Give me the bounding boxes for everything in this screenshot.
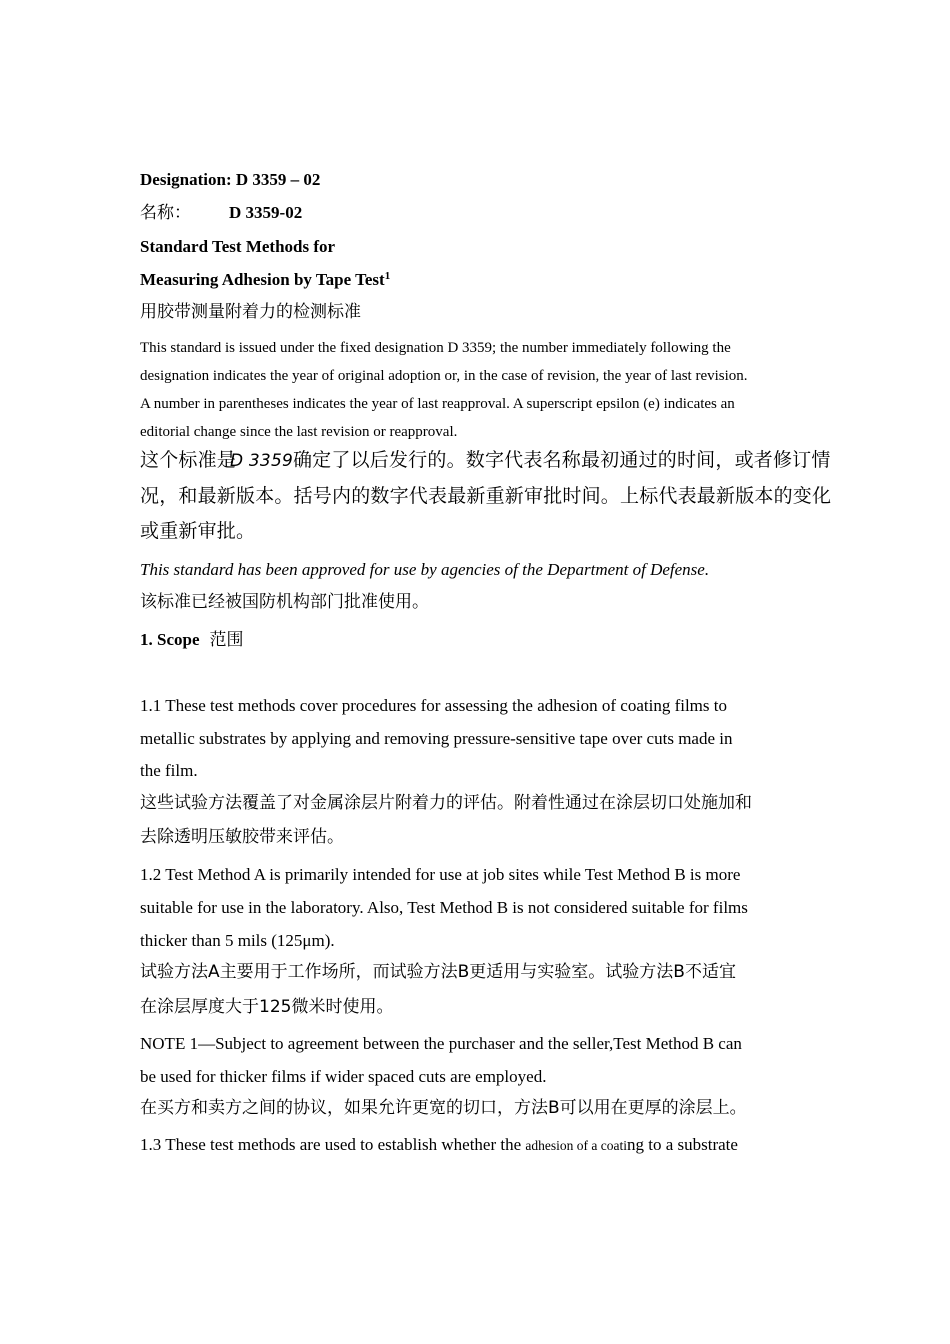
para-1-3-post: ng to a substrate (627, 1135, 738, 1154)
para-1-1-zh-line: 这些试验方法覆盖了对金属涂层片附着力的评估。附着性通过在涂层切口处施加和 (140, 793, 752, 813)
approval-en: This standard has been approved for use by agencies of the Department of Defense. (140, 560, 710, 579)
issuance-zh-code: D 3359 (230, 451, 293, 471)
para-1-2-line: thicker than 5 mils (125μm). (140, 931, 335, 950)
issuance-note-zh-line (140, 451, 831, 470)
issuance-zh-post: 确定了以后发行的。数字代表名称最初通过的时间，或者修订情 (292, 449, 831, 471)
title-line-2 (140, 271, 390, 288)
para-1-3-pre: 1.3 These test methods are used to establish whether the (140, 1135, 526, 1154)
title-line-2-text: Measuring Adhesion by Tape Test (140, 270, 385, 289)
para-1-2-zh-line: 试验方法A主要用于工作场所，而试验方法B更适用与实验室。试验方法B不适宜 (140, 962, 736, 982)
para-1-2-zh-line: 在涂层厚度大于125微米时使用。 (140, 997, 394, 1017)
note-1-line: be used for thicker films if wider spaced cuts are employed. (140, 1067, 547, 1086)
para-1-2-line: 1.2 Test Method A is primarily intended for use at job sites while Test Method B is more (140, 865, 741, 884)
issuance-note-line: designation indicates the year of original adoption or, in the case of revision, the year of last revision. (140, 368, 748, 384)
para-1-1-line: 1.1 These test methods cover procedures for assessing the adhesion of coating films to (140, 696, 727, 715)
issuance-note-line: This standard is issued under the fixed designation D 3359; the number immediately following the (140, 340, 731, 356)
designation-zh-line (140, 204, 302, 222)
approval-zh: 该标准已经被国防机构部门批准使用。 (140, 592, 429, 612)
title-footnote-mark: 1 (384, 270, 391, 282)
title-line-1: Standard Test Methods for (140, 237, 336, 256)
issuance-note-zh-line: 或重新审批。 (140, 520, 256, 542)
designation-zh-code: D 3359-02 (229, 203, 303, 222)
para-1-1-line: metallic substrates by applying and removing pressure-sensitive tape over cuts made in (140, 729, 733, 748)
issuance-zh-pre: 这个标准是 (140, 449, 237, 471)
para-1-1-line: the film. (140, 761, 198, 780)
issuance-note-line: editorial change since the last revision or reapproval. (140, 424, 458, 440)
scope-heading (140, 631, 244, 649)
scope-heading-zh: 范围 (209, 630, 244, 650)
para-1-2-line: suitable for use in the laboratory. Also, Test Method B is not considered suitable for films (140, 898, 748, 917)
issuance-note-zh-line: 况，和最新版本。括号内的数字代表最新重新审批时间。上标代表最新版本的变化 (140, 485, 832, 507)
para-1-3-small: adhesion of a coati (525, 1138, 627, 1153)
title-zh: 用胶带测量附着力的检测标准 (140, 302, 361, 322)
note-1-line: NOTE 1—Subject to agreement between the purchaser and the seller,Test Method B can (140, 1034, 742, 1053)
para-1-1-zh-line: 去除透明压敏胶带来评估。 (140, 827, 344, 847)
designation-zh-label: 名称： (140, 203, 191, 223)
note-1-zh: 在买方和卖方之间的协议，如果允许更宽的切口，方法B可以用在更厚的涂层上。 (140, 1098, 747, 1118)
para-1-3-line (140, 1136, 738, 1153)
scope-heading-en: 1. Scope (140, 630, 200, 649)
designation-label: Designation: D 3359 – 02 (140, 170, 321, 189)
issuance-note-line: A number in parentheses indicates the year of last reapproval. A superscript epsilon (e) indicates an (140, 396, 735, 412)
